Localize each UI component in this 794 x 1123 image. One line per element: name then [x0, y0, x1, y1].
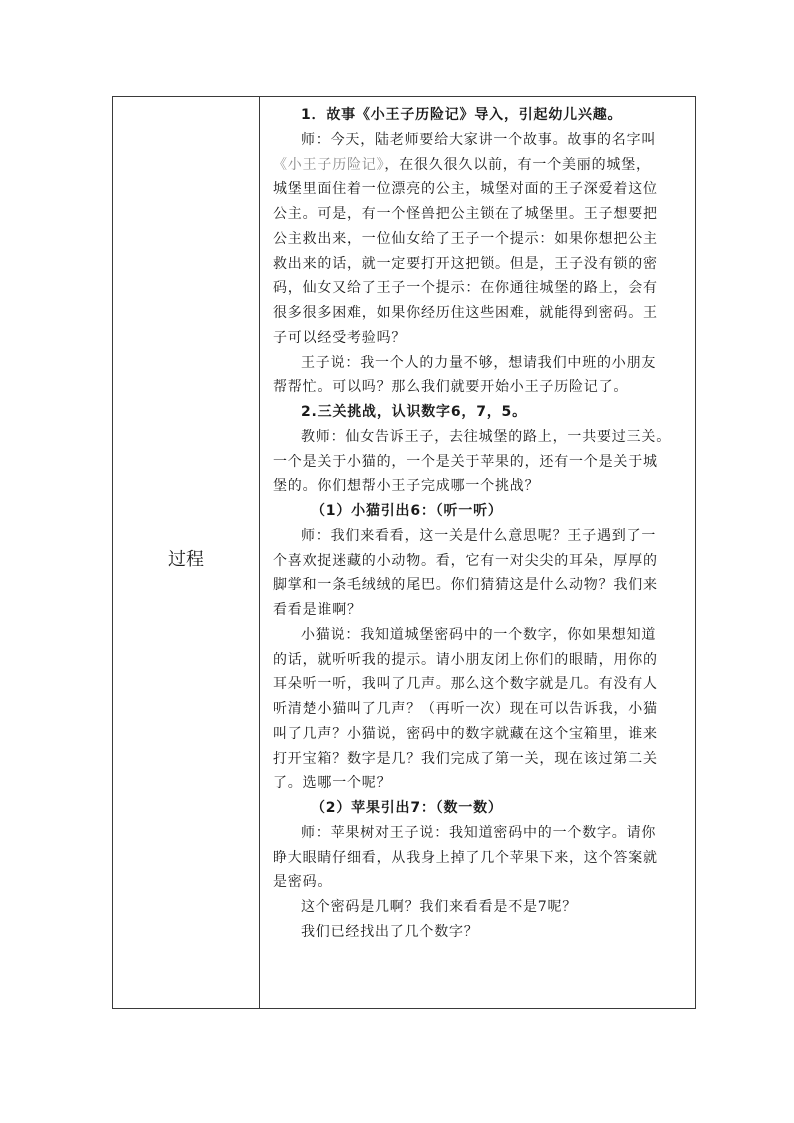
subsection-heading-cat: （1）小猫引出6：（听一听）: [311, 503, 503, 519]
paragraph-line: 了。选哪一个呢？: [273, 775, 392, 792]
paragraph-line: 睁大眼睛仔细看，从我身上掉了几个苹果下来，这个答案就: [273, 849, 658, 866]
section-heading-2: 2.三关挑战，认识数字6，7，5。: [301, 404, 527, 420]
paragraph-line: 公主救出来，一位仙女给了王子一个提示：如果你想把公主: [273, 230, 658, 247]
paragraph-line: 是密码。: [273, 874, 333, 891]
paragraph-line: 个喜欢捉迷藏的小动物。看，它有一对尖尖的耳朵，厚厚的: [273, 552, 658, 569]
paragraph-line: 救出来的话，就一定要打开这把锁。但是，王子没有锁的密: [273, 255, 658, 272]
section-heading-1: 1．故事《小王子历险记》导入，引起幼儿兴趣。: [301, 107, 623, 123]
row-label-cell: [113, 97, 260, 1008]
paragraph-line: 帮帮忙。可以吗？那么我们就要开始小王子历险记了。: [273, 379, 629, 396]
paragraph-line: 很多很多困难，如果你经历住这些困难，就能得到密码。王: [273, 305, 658, 321]
paragraph-line: 公主。可是，有一个怪兽把公主锁在了城堡里。王子想要把: [273, 206, 658, 222]
story-title-ref: 《小王子历险记》: [273, 156, 385, 173]
paragraph-line: 听清楚小猫叫了几声？（再听一次）现在可以告诉我，小猫: [273, 701, 658, 717]
paragraph-line: 师：苹果树对王子说：我知道密码中的一个数字。请你: [301, 824, 657, 841]
paragraph-line: 码，仙女又给了王子一个提示：在你通往城堡的路上，会有: [273, 280, 658, 297]
paragraph-line: 师：我们来看看，这一关是什么意思呢？王子遇到了一: [301, 527, 657, 544]
subsection-heading-apple: （2）苹果引出7：（数一数）: [311, 800, 503, 816]
paragraph-line: 脚掌和一条毛绒绒的尾巴。你们猜猜这是什么动物？我们来: [273, 577, 658, 594]
paragraph-line: 城堡里面住着一位漂亮的公主，城堡对面的王子深爱着这位: [273, 181, 658, 198]
paragraph-line: 叫了几声？小猫说，密码中的数字就藏在这个宝箱里，谁来: [273, 725, 658, 742]
paragraph-line: 堡的。你们想帮小王子完成哪一个挑战？: [273, 478, 540, 495]
paragraph-line: 小猫说：我知道城堡密码中的一个数字，你如果想知道: [301, 626, 657, 643]
paragraph-line: 耳朵听一听，我叫了几声。那么这个数字就是几。有没有人: [273, 676, 658, 693]
row-label: 过程: [168, 549, 204, 570]
paragraph-line: 打开宝箱？数字是几？我们完成了第一关，现在该过第二关: [273, 750, 658, 767]
paragraph-line: 师：今天，陆老师要给大家讲一个故事。故事的名字叫: [301, 131, 657, 148]
paragraph-line: 一个是关于小猫的，一个是关于苹果的，还有一个是关于城: [273, 453, 658, 470]
paragraph-line: [273, 153, 688, 178]
paragraph-line: 看看是谁啊？: [273, 602, 362, 618]
paragraph-line: 王子说：我一个人的力量不够，想请我们中班的小朋友: [301, 354, 657, 371]
lesson-table: [112, 96, 696, 1009]
paragraph-line: 教师：仙女告诉王子，去往城堡的路上，一共要过三关。: [301, 428, 671, 445]
paragraph-line: 我们已经找出了几个数字？: [301, 923, 479, 940]
paragraph-text: ，在很久很久以前，有一个美丽的城堡，: [384, 156, 651, 173]
paragraph-line: 子可以经受考验吗？: [273, 329, 407, 346]
paragraph-line: 的话，就听听我的提示。请小朋友闭上你们的眼睛，用你的: [273, 651, 658, 668]
content-cell: [261, 97, 696, 1008]
paragraph-line: 这个密码是几啊？我们来看看是不是7呢？: [301, 899, 578, 915]
